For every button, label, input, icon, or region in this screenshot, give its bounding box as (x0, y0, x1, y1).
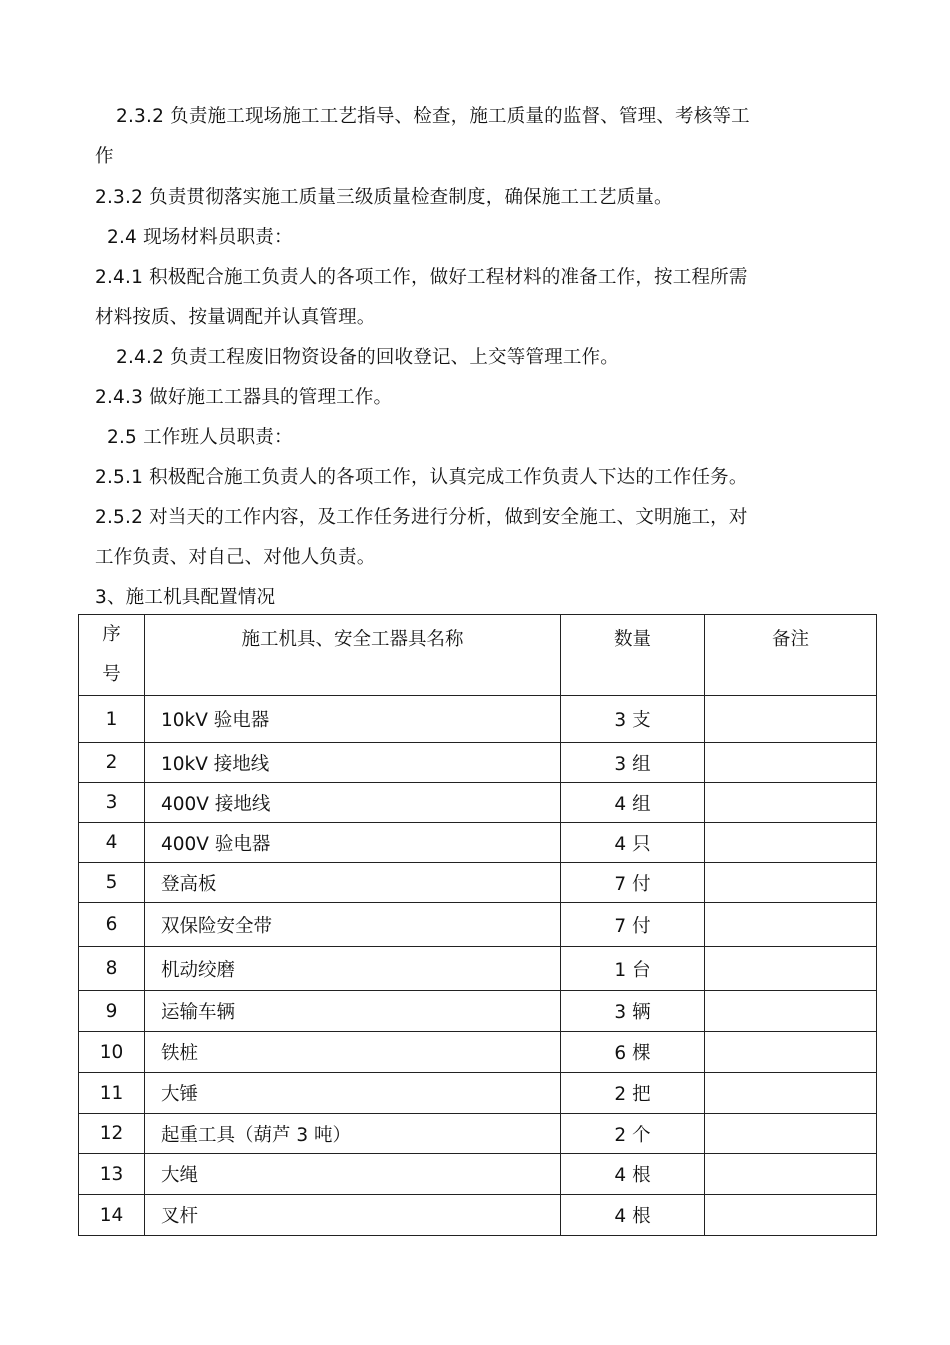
row-remark (705, 1195, 877, 1236)
table-row (79, 783, 877, 823)
paragraph-2-3-2-a-line2: 作 (95, 146, 114, 167)
row-index: 9 (79, 991, 145, 1032)
paragraph-2-4-1-line1: 2.4.1 积极配合施工负责人的各项工作，做好工程材料的准备工作，按工程所需 (95, 267, 748, 288)
header-quantity: 数量 (561, 615, 705, 696)
row-name: 起重工具（葫芦 3 吨） (145, 1114, 561, 1154)
table-row (79, 1154, 877, 1195)
row-remark (705, 696, 877, 743)
header-name: 施工机具、安全工器具名称 (145, 615, 561, 696)
row-remark (705, 1114, 877, 1154)
heading-2-5: 2.5 工作班人员职责： (107, 427, 293, 448)
row-name: 叉杆 (145, 1195, 561, 1236)
row-remark (705, 863, 877, 903)
table-row (79, 991, 877, 1032)
table-row (79, 823, 877, 863)
paragraph-2-5-2-line2: 工作负责、对自己、对他人负责。 (95, 547, 376, 568)
row-index: 2 (79, 743, 145, 783)
row-quantity: 4 只 (561, 823, 705, 863)
paragraph-2-3-2-b: 2.3.2 负责贯彻落实施工质量三级质量检查制度，确保施工工艺质量。 (95, 187, 673, 208)
row-remark (705, 783, 877, 823)
header-remark: 备注 (705, 615, 877, 696)
row-remark (705, 1073, 877, 1114)
row-quantity: 3 组 (561, 743, 705, 783)
heading-2-4: 2.4 现场材料员职责： (107, 227, 293, 248)
row-quantity: 4 组 (561, 783, 705, 823)
row-index: 4 (79, 823, 145, 863)
row-index: 3 (79, 783, 145, 823)
row-index: 10 (79, 1032, 145, 1073)
row-remark (705, 743, 877, 783)
paragraph-2-4-3: 2.4.3 做好施工工器具的管理工作。 (95, 387, 393, 408)
row-quantity: 2 个 (561, 1114, 705, 1154)
paragraph-2-3-2-a-line1: 2.3.2 负责施工现场施工工艺指导、检查，施工质量的监督、管理、考核等工 (116, 106, 750, 127)
paragraph-2-4-2: 2.4.2 负责工程废旧物资设备的回收登记、上交等管理工作。 (116, 347, 619, 368)
equipment-table (78, 614, 877, 1236)
paragraph-2-4-1-line2: 材料按质、按量调配并认真管理。 (95, 307, 376, 328)
row-quantity: 4 根 (561, 1154, 705, 1195)
row-name: 大绳 (145, 1154, 561, 1195)
table-row (79, 1114, 877, 1154)
row-quantity: 1 台 (561, 947, 705, 991)
table-row (79, 903, 877, 947)
row-quantity: 4 根 (561, 1195, 705, 1236)
row-index: 6 (79, 903, 145, 947)
row-index: 11 (79, 1073, 145, 1114)
row-name: 400V 验电器 (145, 823, 561, 863)
row-remark (705, 991, 877, 1032)
table-row (79, 863, 877, 903)
row-index: 14 (79, 1195, 145, 1236)
table-row (79, 1073, 877, 1114)
header-index-line1: 序 (102, 624, 121, 645)
table-row (79, 696, 877, 743)
row-name: 铁桩 (145, 1032, 561, 1073)
row-quantity: 7 付 (561, 863, 705, 903)
row-index: 8 (79, 947, 145, 991)
row-name: 登高板 (145, 863, 561, 903)
header-index (79, 615, 145, 696)
row-index: 13 (79, 1154, 145, 1195)
row-remark (705, 1032, 877, 1073)
section-heading-3: 3、施工机具配置情况 (95, 587, 276, 608)
row-index: 1 (79, 696, 145, 743)
row-remark (705, 903, 877, 947)
table-row (79, 743, 877, 783)
row-name: 运输车辆 (145, 991, 561, 1032)
row-quantity: 3 辆 (561, 991, 705, 1032)
row-index: 12 (79, 1114, 145, 1154)
table-row (79, 947, 877, 991)
row-remark (705, 1154, 877, 1195)
table-row (79, 1032, 877, 1073)
row-quantity: 7 付 (561, 903, 705, 947)
row-remark (705, 947, 877, 991)
table-header-row (79, 615, 877, 696)
paragraph-2-5-1: 2.5.1 积极配合施工负责人的各项工作，认真完成工作负责人下达的工作任务。 (95, 467, 748, 488)
row-quantity: 3 支 (561, 696, 705, 743)
row-name: 双保险安全带 (145, 903, 561, 947)
row-index: 5 (79, 863, 145, 903)
row-remark (705, 823, 877, 863)
row-name: 机动绞磨 (145, 947, 561, 991)
row-name: 10kV 接地线 (145, 743, 561, 783)
row-name: 10kV 验电器 (145, 696, 561, 743)
header-index-line2: 号 (102, 664, 121, 685)
row-name: 大锤 (145, 1073, 561, 1114)
row-name: 400V 接地线 (145, 783, 561, 823)
row-quantity: 2 把 (561, 1073, 705, 1114)
paragraph-2-5-2-line1: 2.5.2 对当天的工作内容，及工作任务进行分析，做到安全施工、文明施工，对 (95, 507, 748, 528)
row-quantity: 6 棵 (561, 1032, 705, 1073)
table-row (79, 1195, 877, 1236)
